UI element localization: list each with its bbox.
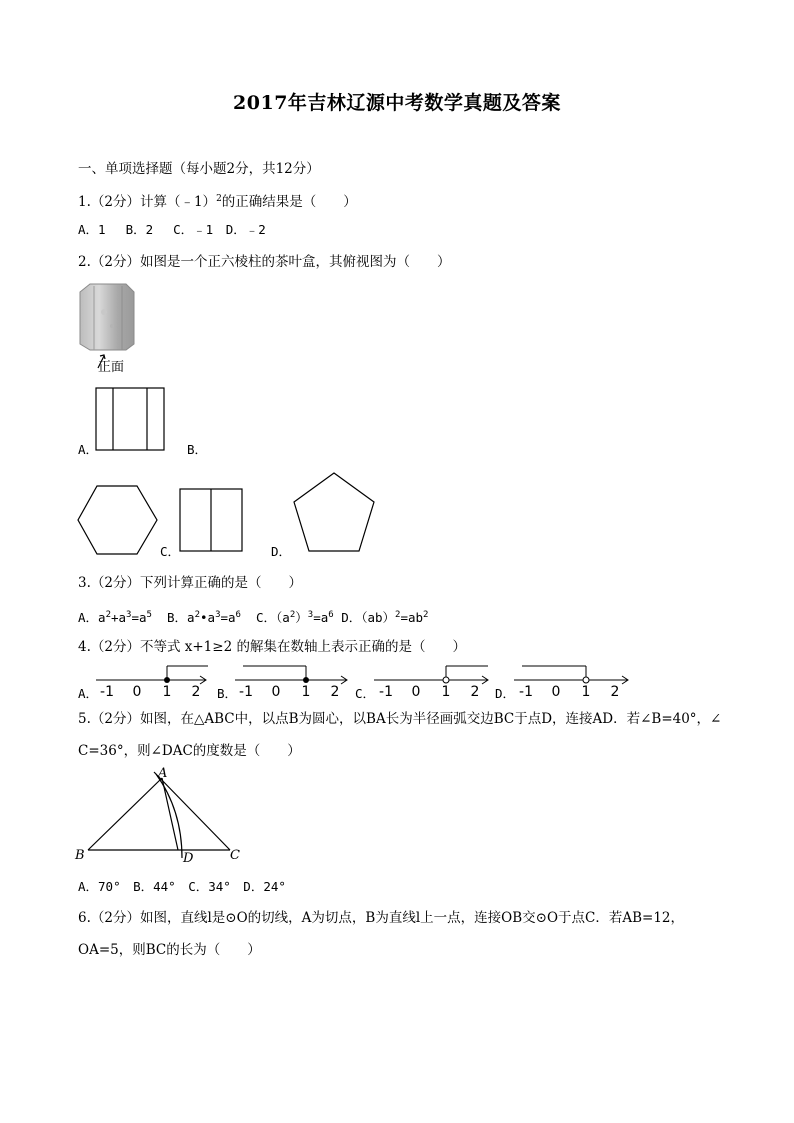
q2-option-c-label: C． [160,544,181,559]
tea-box-body [80,284,134,350]
question-4-stem: 4.（2分）不等式 x+1≥2 的解集在数轴上表示正确的是（ ） [78,639,466,655]
q4-option-c-number-line [372,660,494,700]
question-3-options [78,605,428,628]
question-3-stem: 3.（2分）下列计算正确的是（ ） [78,575,302,591]
question-1-stem [78,189,357,212]
point-a-label: A [158,766,168,781]
q3-b-part1: B．a [167,610,195,625]
tick-label: -1 [239,684,253,700]
tick-label: 0 [411,684,421,700]
question-5-stem-line-2: C=36°，则∠DAC的度数是（ ） [78,743,301,759]
question-6-stem-line-2: OA=5，则BC的长为（ ） [78,942,261,958]
question-5-stem-line-1: 5.（2分）如图，在△ABC中，以点B为圆心，以BA长为半径画弧交边BC于点D，连接AD．若∠B=40°，∠ [78,711,722,727]
q3-c-sup1: 2 [289,610,296,620]
q5-triangle-figure [70,766,250,870]
q3-b-part2: •a [200,610,216,625]
q2-option-d-figure [290,471,378,555]
q1-stem-suffix: 的正确结果是（ ） [221,194,357,210]
page-title: 2017年吉林辽源中考数学真题及答案 [233,92,561,114]
tick-label: -1 [100,684,114,700]
q3-c-sup2: 3 [307,610,314,620]
tick-label: 2 [470,684,480,700]
q3-a-part2: +a [110,610,127,625]
q2-option-b-figure [76,484,160,558]
q3-b-sup3: 6 [235,610,241,620]
tick-label: 2 [330,684,340,700]
q4-option-a-number-line [94,660,212,700]
q2-option-a-figure [95,387,167,453]
q3-d-part1: D．（ab） [341,610,396,625]
q2-option-c-figure [179,488,245,554]
q3-a-sup1: 2 [105,610,111,620]
question-2-stem: 2.（2分）如图是一个正六棱柱的茶叶盒，其俯视图为（ ） [78,254,451,270]
q4-option-b-label: B． [217,686,238,701]
front-label: 正面 [98,360,125,375]
tick-label: 0 [271,684,281,700]
q3-d-part2: =ab [400,610,424,625]
tick-label: 0 [551,684,561,700]
q4-option-b-number-line [233,660,353,700]
tick-label: 1 [581,684,591,700]
question-1-options: A．1 B．2 C．﹣1 D．﹣2 [78,222,266,237]
q3-c-sup3: 6 [328,610,334,620]
point-c-label: C [230,848,240,863]
q3-d-sup1: 2 [395,610,401,620]
tick-label: 1 [441,684,451,700]
q3-c-part1: C．（a [256,610,290,625]
q4-option-a-label: A． [78,686,99,701]
tick-label: -1 [379,684,393,700]
q2-option-b-label: B． [187,442,208,457]
point-b-label: B [75,848,85,863]
q3-a-part1: A．a [78,610,106,625]
point-d-label: D [183,851,194,866]
q3-a-sup2: 3 [126,610,132,620]
q3-c-part2: ） [295,610,308,625]
q4-option-d-label: D． [495,686,516,701]
segment-ab [88,778,162,850]
tick-label: 2 [610,684,620,700]
q2-option-a-label: A． [78,442,99,457]
q1-stem-prefix: 1.（2分）计算（﹣1） [78,194,217,210]
q4-option-c-label: C． [355,686,376,701]
q3-b-part3: =a [220,610,236,625]
q3-a-part3: =a [131,610,147,625]
tick-label: 1 [162,684,172,700]
tick-label: -1 [519,684,533,700]
segment-ac [154,772,230,850]
tick-label: 1 [301,684,311,700]
tick-label: 2 [191,684,201,700]
q3-b-sup2: 3 [215,610,221,620]
q3-b-sup1: 2 [194,610,200,620]
q4-option-d-number-line [512,660,634,700]
q1-exponent: 2 [216,194,222,204]
tick-label: 0 [132,684,142,700]
q3-a-sup3: 5 [146,610,152,620]
q3-d-sup2: 2 [423,610,429,620]
question-6-stem-line-1: 6.（2分）如图，直线l是⊙O的切线，A为切点，B为直线l上一点，连接OB交⊙O于点C．若AB=12， [78,910,685,926]
q2-option-d-label: D． [271,544,292,559]
question-5-options: A．70° B．44° C．34° D．24° [78,879,286,894]
section-heading: 一、单项选择题（每小题2分，共12分） [78,161,320,177]
q3-c-part3: =a [313,610,329,625]
